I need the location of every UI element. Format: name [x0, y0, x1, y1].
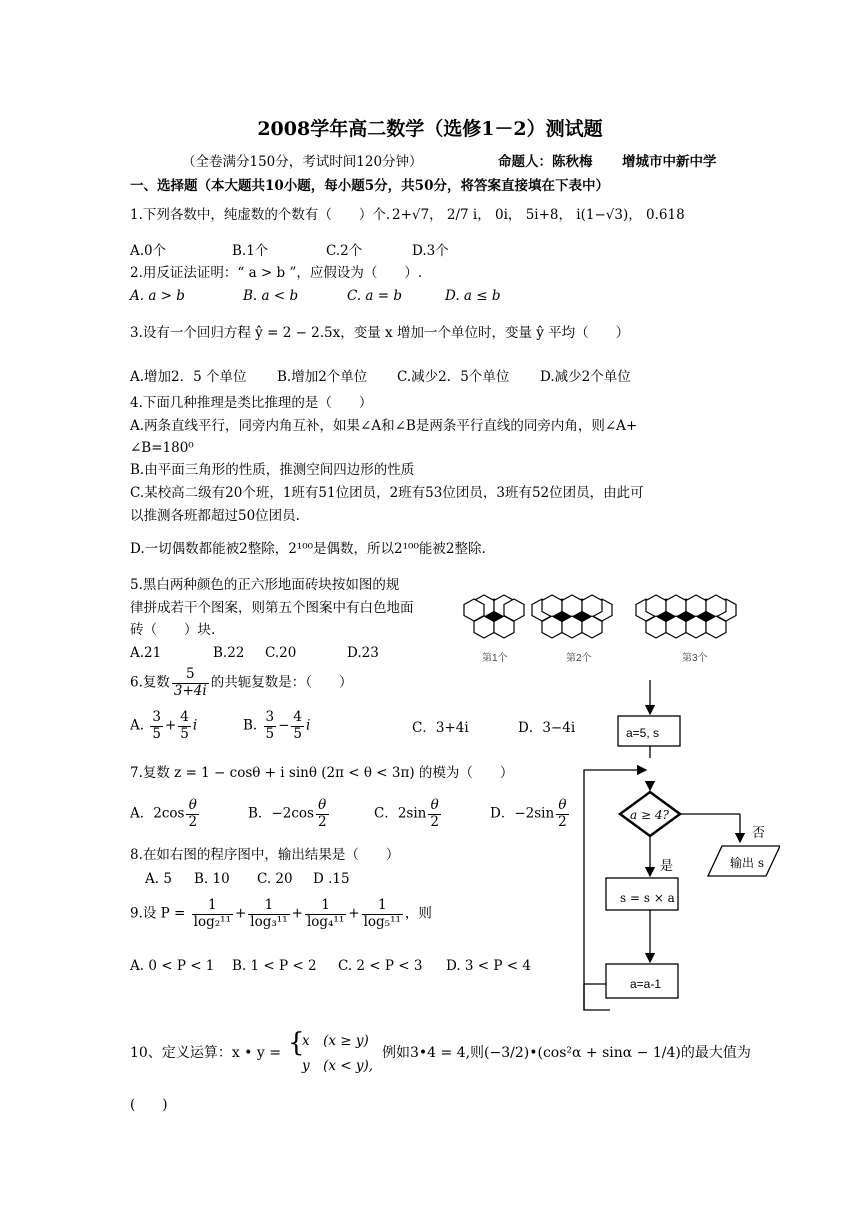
q3-stem: 3.设有一个回归方程 ŷ = 2 − 2.5x，变量 x 增加一个单位时，变量 ŷ 平均（ ）	[130, 325, 630, 341]
decrement-text: a=a-1	[630, 977, 662, 991]
q7-option-d: D．−2sin $\frac{\theta}{2}$	[490, 797, 567, 830]
q10-answer-paren: ( )	[130, 1097, 168, 1113]
q3-option-a: A.增加2．5 个单位	[130, 369, 247, 385]
q5-option-d: D.23	[347, 645, 379, 661]
caption-3: 第3个	[682, 653, 708, 664]
q3-option-c: C.减少2．5个单位	[397, 369, 510, 385]
q9-option-a: A. 0 < P < 1	[130, 958, 215, 974]
q3-option-b: B.增加2个单位	[277, 369, 368, 385]
q2-option-c: C. a = b	[347, 288, 403, 304]
q4-option-d: D.一切偶数都能被2整除，2¹⁰⁰是偶数，所以2¹⁰⁰能被2整除.	[130, 541, 486, 557]
q9-option-c: C. 2 < P < 3	[338, 958, 423, 974]
q6-fraction	[172, 667, 209, 699]
section-heading: 一、选择题（本大题共10小题，每小题5分，共50分，将答案直接填在下表中）	[130, 178, 609, 194]
q9-option-d: D. 3 < P < 4	[446, 958, 531, 974]
q6-numerator: 5	[172, 667, 209, 684]
q1-numbers: 2+√7， 2/7 i， 0i， 5i+8， i(1−√3)， 0.618	[392, 207, 685, 223]
q8-option-c: C. 20	[257, 871, 293, 887]
q10-brace: {	[288, 1028, 305, 1058]
q6-option-a-label: A.	[130, 717, 145, 734]
q1-stem: 1.下列各数中，纯虚数的个数有（ ）个.	[130, 207, 391, 223]
q4-option-c-line1: C.某校高二级有20个班，1班有51位团员，2班有53位团员，3班有52位团员，由此可	[130, 485, 644, 501]
pattern-1	[464, 595, 524, 638]
q5-option-c: C.20	[265, 645, 297, 661]
q9-option-b: B. 1 < P < 2	[232, 958, 317, 974]
q9-stem: 9.设 P = $\frac{1}{\text{log₂¹¹}}$ + $\frac{1}{\text{log₃¹¹}}$ + $\frac{1}{\text{log₄¹¹}}$ + $\frac{1}{\text{log₅¹¹}}$ ，则	[130, 897, 432, 930]
q5-option-b: B.22	[213, 645, 245, 661]
exam-info: （全卷满分150分，考试时间120分钟）	[182, 154, 423, 170]
q3-option-d: D.减少2个单位	[540, 369, 631, 385]
q10-statement: 例如3•4 = 4,则(−3/2)•(cos²α + sinα − 1/4)的最大值为	[382, 1045, 751, 1061]
q6-option-b: B. $\frac{3}{5}$ − $\frac{4}{5}$ i	[243, 709, 311, 742]
q9-log-4: log₄¹¹	[306, 913, 345, 930]
q7-option-d-label: D．−2sin	[490, 805, 555, 822]
q5-option-a: A.21	[130, 645, 162, 661]
q6-option-d: D．3−4i	[518, 720, 576, 736]
q2-option-b: B. a < b	[243, 288, 299, 304]
q4-option-b: B.由平面三角形的性质，推测空间四边形的性质	[130, 462, 415, 478]
q2-stem: 2.用反证法证明：“ a > b ”，应假设为（ ）.	[130, 265, 423, 281]
q4-option-c-line2: 以推测各班都超过50位团员.	[130, 508, 300, 524]
q6-stem-suffix: 的共轭复数是：（ ）	[210, 674, 353, 691]
q2-option-a: A. a > b	[130, 288, 185, 304]
pattern-2	[532, 595, 612, 638]
q7-option-b-label: B．−2cos	[248, 805, 314, 822]
q7-option-a-label: A．2cos	[130, 805, 185, 822]
program-flowchart	[580, 680, 780, 1015]
multiply-text: s = s × a	[620, 891, 675, 905]
q5-line1: 5.黑白两种颜色的正六形地面砖块按如图的规	[130, 577, 400, 593]
exam-author: 命题人：陈秋梅	[498, 154, 593, 170]
q9-stem-suffix: ，则	[404, 905, 432, 922]
q6-stem-prefix: 6.复数	[130, 674, 170, 691]
q10-prefix: 10、定义运算：x • y =	[130, 1045, 281, 1061]
q1-option-a: A.0个	[130, 243, 167, 259]
q4-option-a-line1: A.两条直线平行，同旁内角互补，如果∠A和∠B是两条平行直线的同旁内角，则∠A+	[130, 418, 638, 434]
q8-option-a: A. 5	[145, 871, 172, 887]
q1-option-c: C.2个	[326, 243, 363, 259]
q7-option-a: A．2cos $\frac{\theta}{2}$	[130, 797, 198, 830]
caption-2: 第2个	[566, 653, 592, 664]
q7-option-c: C．2sin $\frac{\theta}{2}$	[374, 797, 439, 830]
q6-option-b-label: B.	[243, 717, 258, 734]
pattern-3	[636, 595, 736, 638]
q9-stem-prefix: 9.设 P =	[130, 905, 186, 922]
page-title: 2008学年高二数学（选修1－2）测试题	[257, 118, 603, 140]
no-label: 否	[752, 826, 766, 841]
output-text: 输出 s	[730, 856, 764, 870]
q7-option-c-label: C．2sin	[374, 805, 427, 822]
q1-option-d: D.3个	[412, 243, 449, 259]
q5-line3: 砖（ ）块.	[130, 622, 216, 638]
init-text: a=5, s	[626, 726, 660, 740]
yes-label: 是	[660, 859, 674, 874]
q9-log-5: log₅¹¹	[363, 913, 401, 930]
q9-log-3: log₃¹¹	[250, 913, 288, 930]
q7-stem: 7.复数 z = 1 − cosθ + i sinθ (2π < θ < 3π) 的模为（ ）	[130, 765, 514, 781]
q6-option-c: C．3+4i	[412, 720, 469, 736]
q8-option-b: B. 10	[194, 871, 230, 887]
q8-stem: 8.在如右图的程序图中，输出结果是（ ）	[130, 847, 400, 863]
q1-option-b: B.1个	[232, 243, 269, 259]
caption-1: 第1个	[482, 653, 508, 664]
q7-option-b: B．−2cos $\frac{\theta}{2}$	[248, 797, 327, 830]
condition-text: a ≥ 4?	[630, 808, 669, 822]
q4-option-a-line2: ∠B=180⁰	[130, 440, 194, 456]
q10-case1: x (x ≥ y)	[302, 1033, 369, 1049]
q2-option-d: D. a ≤ b	[445, 288, 501, 304]
hexagon-tiling-figure	[460, 585, 740, 667]
q6-denominator: 3+4i	[173, 682, 207, 699]
q6-option-a: A. $\frac{3}{5}$ + $\frac{4}{5}$ i	[130, 709, 198, 742]
q10-case2: y (x < y),	[302, 1058, 374, 1074]
q8-option-d: D .15	[313, 871, 350, 887]
exam-school: 增城市中新中学	[622, 154, 717, 170]
q5-line2: 律拼成若干个图案，则第五个图案中有白色地面	[130, 600, 414, 616]
q6-stem	[130, 667, 352, 699]
q4-stem: 4.下面几种推理是类比推理的是（ ）	[130, 395, 373, 411]
q9-log-2: log₂¹¹	[193, 913, 231, 930]
